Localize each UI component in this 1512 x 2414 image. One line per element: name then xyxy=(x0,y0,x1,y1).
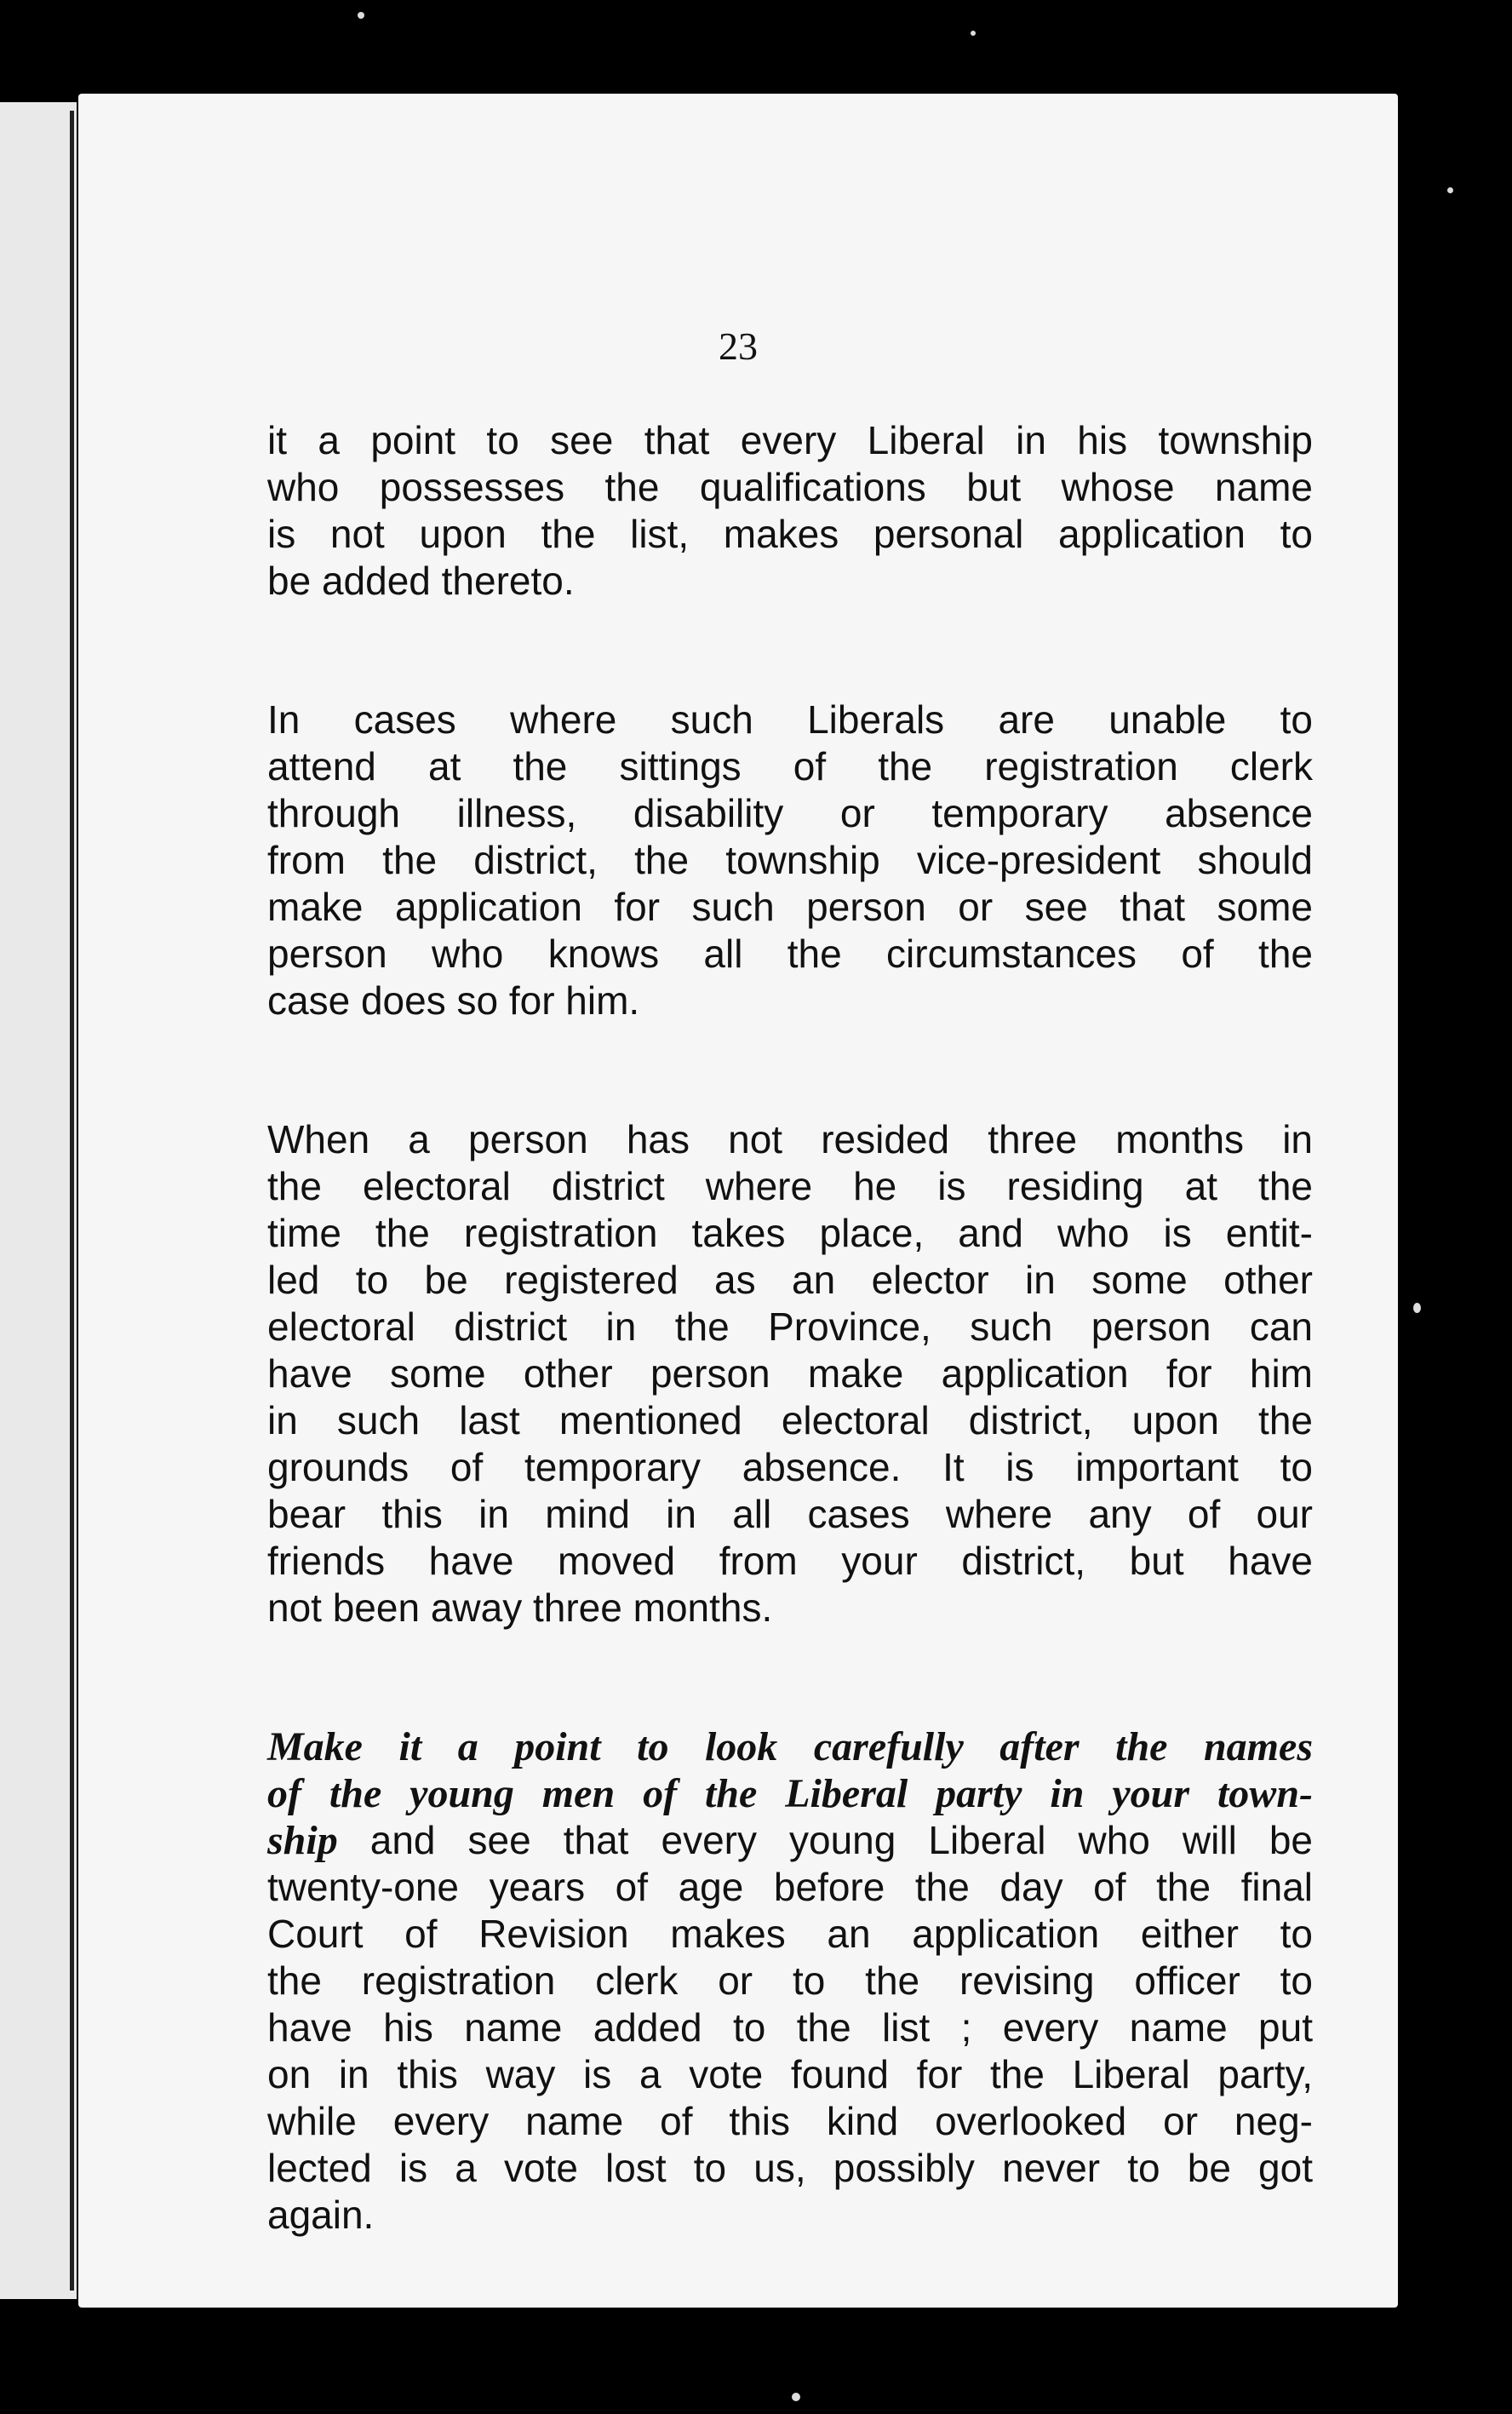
text-line: through illness, disability or temporary absence xyxy=(267,791,1313,835)
text-line: attend at the sittings of the registration clerk xyxy=(267,744,1313,788)
text-line: person who knows all the circumstances of the xyxy=(267,932,1313,976)
book-spine xyxy=(0,102,77,2299)
scan-dust-speck xyxy=(1413,1303,1421,1313)
text-line: is not upon the list, makes personal application to xyxy=(267,512,1313,556)
scan-dust-speck xyxy=(358,12,364,19)
spine-edge-line xyxy=(70,111,74,2291)
text-line: who possesses the qualifications but whose name xyxy=(267,465,1313,509)
page-number: 23 xyxy=(719,324,758,368)
text-line: the electoral district where he is residing at the xyxy=(267,1164,1313,1208)
text-line: bear this in mind in all cases where any of our xyxy=(267,1492,1313,1536)
text-line: not been away three months. xyxy=(267,1585,773,1630)
text-line: In cases where such Liberals are unable to xyxy=(267,697,1313,742)
text-line: case does so for him. xyxy=(267,978,640,1023)
scan-dust-speck xyxy=(792,2393,800,2401)
text-line xyxy=(267,1770,1313,1817)
paragraph-4 xyxy=(267,1723,1313,2239)
text-line: friends have moved from your district, but have xyxy=(267,1539,1313,1583)
text-line: the registration clerk or to the revising officer to xyxy=(267,1958,1313,2003)
paragraph-1 xyxy=(267,417,1313,605)
text-line: on in this way is a vote found for the Liberal party, xyxy=(267,2052,1313,2096)
italic-emphasis: Make it a point to look carefully after the names xyxy=(267,1724,1313,1769)
text-line: while every name of this kind overlooked or neg- xyxy=(267,2099,1313,2143)
page-body-text xyxy=(267,417,1313,2331)
text-line: it a point to see that every Liberal in his township xyxy=(267,418,1313,462)
text-line: again. xyxy=(267,2193,375,2237)
text-line: lected is a vote lost to us, possibly never to be got xyxy=(267,2146,1313,2190)
text-line: make application for such person or see that some xyxy=(267,885,1313,929)
text-line: Court of Revision makes an application either to xyxy=(267,1912,1313,1956)
text-line: have his name added to the list ; every name put xyxy=(267,2005,1313,2050)
scan-dust-speck xyxy=(971,31,976,36)
text-line: electoral district in the Province, such person can xyxy=(267,1304,1313,1349)
text-line xyxy=(267,1817,1313,1864)
italic-emphasis: ship xyxy=(267,1818,338,1863)
text-fragment: and see that every young Liberal who will be xyxy=(337,1818,1313,1862)
text-line: be added thereto. xyxy=(267,559,575,603)
paragraph-2 xyxy=(267,697,1313,1024)
text-line xyxy=(267,1723,1313,1770)
text-line: have some other person make application for him xyxy=(267,1351,1313,1396)
text-line: twenty-one years of age before the day of the final xyxy=(267,1865,1313,1909)
text-line: grounds of temporary absence. It is important to xyxy=(267,1445,1313,1489)
paragraph-3 xyxy=(267,1116,1313,1631)
book-page xyxy=(78,94,1398,2308)
italic-emphasis: of the young men of the Liberal party in your town- xyxy=(267,1771,1313,1816)
text-line: When a person has not resided three months in xyxy=(267,1117,1313,1161)
text-line: from the district, the township vice-president should xyxy=(267,838,1313,882)
text-line: time the registration takes place, and who is entit- xyxy=(267,1211,1313,1255)
text-line: in such last mentioned electoral district, upon the xyxy=(267,1398,1313,1442)
text-line: led to be registered as an elector in some other xyxy=(267,1258,1313,1302)
scan-dust-speck xyxy=(1447,187,1453,193)
